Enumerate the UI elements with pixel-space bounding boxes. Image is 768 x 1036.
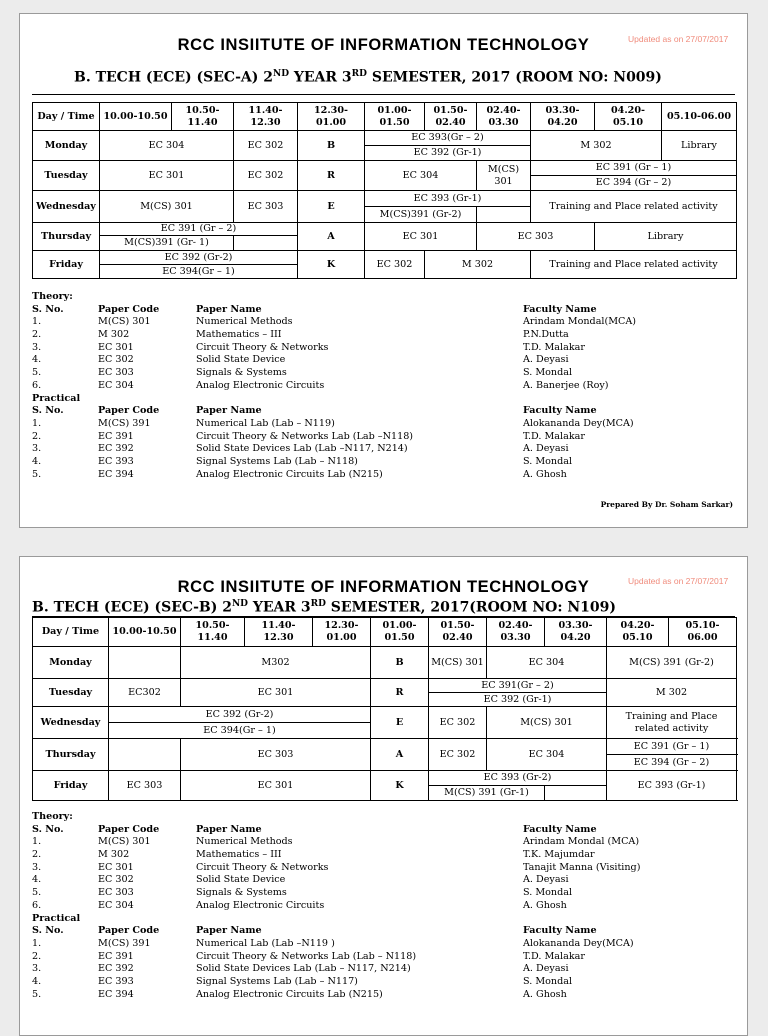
practical-title: Practical — [32, 912, 81, 924]
slot-cell: M(CS) 391 (Gr-1) — [429, 786, 545, 801]
paper-name: Signal Systems Lab (Lab – N117) — [196, 975, 358, 987]
col-head: Paper Code — [98, 405, 160, 417]
slot-cell — [109, 647, 181, 679]
sno: 2. — [32, 849, 42, 861]
faculty-name: A. Deyasi — [523, 354, 569, 366]
col-head: S. No. — [32, 303, 64, 315]
header-cell: 10.00-10.50 — [100, 103, 172, 131]
slot-cell: EC 394(Gr – 1) — [109, 723, 371, 739]
paper-name: Analog Electronic Circuits — [196, 899, 325, 911]
sno: 5. — [32, 367, 42, 379]
paper-code: EC 302 — [98, 874, 134, 886]
slot-cell: EC 303 — [109, 771, 181, 801]
paper-code: EC 302 — [98, 354, 134, 366]
sno: 4. — [32, 354, 42, 366]
paper-name: Analog Electronic Circuits — [196, 379, 325, 391]
faculty-name: T.D. Malakar — [523, 341, 585, 353]
faculty-name: Tanajit Manna (Visiting) — [523, 861, 641, 873]
legend-header — [32, 405, 732, 418]
faculty-name: T.D. Malakar — [523, 430, 585, 442]
day-wednesday: Wednesday — [33, 191, 100, 223]
paper-name: Mathematics – III — [196, 329, 282, 341]
slot-cell: EC 302 — [234, 131, 298, 161]
paper-name: Circuit Theory & Networks — [196, 861, 329, 873]
slot-cell: EC 391(Gr – 2) — [429, 679, 607, 693]
theory-row — [32, 342, 732, 355]
day-monday: Monday — [33, 131, 100, 161]
updated-date: Updated as on 27/07/2017 — [628, 34, 729, 44]
sno: 1. — [32, 417, 42, 429]
slot-cell: M(CS) 301 — [100, 191, 234, 223]
slot-cell: EC 304 — [487, 647, 607, 679]
sno: 1. — [32, 937, 42, 949]
theory-row — [32, 849, 732, 862]
theory-row — [32, 329, 732, 342]
slot-cell: EC 392 (Gr-1) — [365, 146, 531, 161]
slot-cell: M302 — [181, 647, 371, 679]
day-tuesday: Tuesday — [33, 161, 100, 191]
empty-cell — [234, 236, 298, 251]
col-head: Paper Code — [98, 303, 160, 315]
sno: 2. — [32, 329, 42, 341]
day-friday: Friday — [33, 771, 109, 801]
col-head: Paper Name — [196, 405, 262, 417]
col-head: Faculty Name — [523, 925, 597, 937]
slot-cell: EC 394 (Gr – 2) — [607, 755, 737, 771]
paper-name: Numerical Methods — [196, 316, 293, 328]
break-letter: B — [298, 131, 365, 161]
paper-code: EC 301 — [98, 341, 134, 353]
sno: 5. — [32, 468, 42, 480]
slot-cell: EC 301 — [365, 223, 477, 251]
paper-code: EC 392 — [98, 963, 134, 975]
slot-cell: EC 393 (Gr-1) — [365, 191, 531, 207]
slot-cell — [109, 739, 181, 771]
slot-cell: EC 304 — [487, 739, 607, 771]
slot-cell: Training and Place related activity — [607, 707, 737, 739]
col-head: Paper Code — [98, 823, 160, 835]
break-letter: A — [298, 223, 365, 251]
theory-row — [32, 887, 732, 900]
slot-cell: EC 391 (Gr – 1) — [607, 739, 737, 755]
subject-legend — [32, 811, 732, 1001]
sno: 5. — [32, 988, 42, 1000]
faculty-name: Arindam Mondal (MCA) — [523, 836, 640, 848]
sno: 4. — [32, 455, 42, 467]
legend-header — [32, 925, 732, 938]
sno: 1. — [32, 316, 42, 328]
slot-cell: EC 301 — [181, 771, 371, 801]
slot-cell: EC 393 (Gr-1) — [607, 771, 737, 801]
theory-row — [32, 900, 732, 913]
col-head: Paper Name — [196, 303, 262, 315]
legend-header — [32, 824, 732, 837]
slot-cell: M 302 — [425, 251, 531, 279]
day-friday: Friday — [33, 251, 100, 279]
paper-code: EC 394 — [98, 988, 134, 1000]
theory-row — [32, 862, 732, 875]
header-cell: Day / Time — [33, 618, 109, 647]
slot-cell: EC 301 — [100, 161, 234, 191]
paper-code: EC 394 — [98, 468, 134, 480]
break-letter: K — [298, 251, 365, 279]
paper-code: M 302 — [98, 849, 130, 861]
theory-row — [32, 836, 732, 849]
sno: 3. — [32, 443, 42, 455]
institute-title: RCC INSIITUTE OF INFORMATION TECHNOLOGY — [177, 578, 590, 596]
sno: 3. — [32, 341, 42, 353]
slot-cell: EC 392 (Gr-2) — [100, 251, 298, 265]
faculty-name: S. Mondal — [523, 455, 573, 467]
practical-row — [32, 456, 732, 469]
header-cell: 11.40-12.30 — [234, 103, 298, 131]
slot-cell: M(CS)391 (Gr- 1) — [100, 236, 234, 251]
day-tuesday: Tuesday — [33, 679, 109, 707]
sno: 6. — [32, 899, 42, 911]
day-thursday: Thursday — [33, 223, 100, 251]
header-cell: 10.00-10.50 — [109, 618, 181, 647]
paper-code: EC 393 — [98, 455, 134, 467]
faculty-name: A. Deyasi — [523, 443, 569, 455]
col-head: S. No. — [32, 823, 64, 835]
timetable-sheet-sec-a — [19, 13, 748, 528]
slot-cell: Training and Place related activity — [531, 191, 737, 223]
break-letter: K — [371, 771, 429, 801]
faculty-name: A. Ghosh — [523, 988, 567, 1000]
header-cell: 02.40-03.30 — [487, 618, 545, 647]
slot-cell: M(CS) 301 — [477, 161, 531, 191]
faculty-name: S. Mondal — [523, 367, 573, 379]
paper-code: EC 303 — [98, 887, 134, 899]
timetable-sheet-sec-b — [19, 556, 748, 1036]
faculty-name: T.D. Malakar — [523, 950, 585, 962]
slot-cell: EC 393 (Gr-2) — [429, 771, 607, 786]
slot-cell: EC 302 — [429, 707, 487, 739]
paper-name: Analog Electronic Circuits Lab (N215) — [196, 988, 383, 1000]
slot-cell: EC 303 — [477, 223, 595, 251]
paper-name: Circuit Theory & Networks — [196, 341, 329, 353]
practical-row — [32, 989, 732, 1002]
header-cell: Day / Time — [33, 103, 100, 131]
timetable — [32, 617, 737, 801]
paper-code: EC 304 — [98, 379, 134, 391]
sno: 6. — [32, 379, 42, 391]
paper-name: Analog Electronic Circuits Lab (N215) — [196, 468, 383, 480]
slot-cell: EC 304 — [365, 161, 477, 191]
sno: 4. — [32, 874, 42, 886]
col-head: Faculty Name — [523, 303, 597, 315]
practical-row — [32, 951, 732, 964]
practical-row — [32, 469, 732, 482]
paper-code: M 302 — [98, 329, 130, 341]
header-cell: 10.50-11.40 — [181, 618, 245, 647]
paper-name: Signal Systems Lab (Lab – N118) — [196, 455, 358, 467]
heading-rule — [32, 94, 735, 95]
paper-code: EC 391 — [98, 430, 134, 442]
faculty-name: S. Mondal — [523, 975, 573, 987]
faculty-name: A. Banerjee (Roy) — [523, 379, 609, 391]
sno: 3. — [32, 963, 42, 975]
slot-cell: EC 302 — [234, 161, 298, 191]
paper-name: Signals & Systems — [196, 367, 287, 379]
header-cell: 05.10-06.00 — [662, 103, 737, 131]
sno: 4. — [32, 975, 42, 987]
faculty-name: T.K. Majumdar — [523, 849, 595, 861]
header-cell: 02.40-03.30 — [477, 103, 531, 131]
paper-code: EC 391 — [98, 950, 134, 962]
theory-row — [32, 380, 732, 393]
slot-cell: EC 303 — [234, 191, 298, 223]
paper-name: Solid State Devices Lab (Lab –N117, N214) — [196, 443, 408, 455]
header-cell: 01.00-01.50 — [371, 618, 429, 647]
paper-name: Numerical Lab (Lab – N119) — [196, 417, 335, 429]
sno: 2. — [32, 430, 42, 442]
break-letter: A — [371, 739, 429, 771]
slot-cell: M 302 — [607, 679, 737, 707]
faculty-name: Alokananda Dey(MCA) — [523, 417, 634, 429]
practical-row — [32, 938, 732, 951]
paper-name: Numerical Lab (Lab –N119 ) — [196, 937, 335, 949]
paper-name: Signals & Systems — [196, 887, 287, 899]
header-cell: 01.50-02.40 — [429, 618, 487, 647]
faculty-name: A. Deyasi — [523, 963, 569, 975]
theory-title: Theory: — [32, 291, 73, 302]
theory-row — [32, 354, 732, 367]
practical-title: Practical — [32, 392, 81, 404]
header-cell: 10.50-11.40 — [172, 103, 234, 131]
paper-code: EC 392 — [98, 443, 134, 455]
slot-cell: EC 301 — [181, 679, 371, 707]
slot-cell: M(CS)391 (Gr-2) — [365, 207, 477, 223]
faculty-name: S. Mondal — [523, 887, 573, 899]
slot-cell: EC 302 — [365, 251, 425, 279]
paper-name: Solid State Device — [196, 354, 286, 366]
faculty-name: Arindam Mondal(MCA) — [523, 316, 637, 328]
empty-cell — [545, 786, 607, 801]
break-letter: R — [298, 161, 365, 191]
col-head: Paper Name — [196, 823, 262, 835]
paper-code: EC 301 — [98, 861, 134, 873]
slot-cell: M(CS) 301 — [487, 707, 607, 739]
paper-name: Circuit Theory & Networks Lab (Lab – N118) — [196, 950, 417, 962]
slot-cell: EC 394 (Gr – 2) — [531, 176, 737, 191]
theory-row — [32, 874, 732, 887]
faculty-name: Alokananda Dey(MCA) — [523, 937, 634, 949]
slot-cell: EC 302 — [429, 739, 487, 771]
slot-cell: M(CS) 301 — [429, 647, 487, 679]
header-cell: 12.30-01.00 — [313, 618, 371, 647]
theory-row — [32, 316, 732, 329]
slot-cell: Library — [662, 131, 737, 161]
col-head: S. No. — [32, 405, 64, 417]
theory-title: Theory: — [32, 811, 73, 822]
col-head: Faculty Name — [523, 405, 597, 417]
sno: 3. — [32, 861, 42, 873]
header-cell: 11.40-12.30 — [245, 618, 313, 647]
practical-row — [32, 443, 732, 456]
slot-cell: EC 391 (Gr – 2) — [100, 223, 298, 236]
slot-cell: EC 303 — [181, 739, 371, 771]
paper-code: M(CS) 301 — [98, 316, 151, 328]
day-wednesday: Wednesday — [33, 707, 109, 739]
updated-date: Updated as on 27/07/2017 — [628, 576, 729, 586]
legend-header — [32, 304, 732, 317]
header-cell: 01.00-01.50 — [365, 103, 425, 131]
slot-cell: Training and Place related activity — [531, 251, 737, 279]
col-head: Paper Code — [98, 925, 160, 937]
break-letter: R — [371, 679, 429, 707]
institute-title: RCC INSIITUTE OF INFORMATION TECHNOLOGY — [177, 36, 590, 54]
slot-cell: EC 304 — [100, 131, 234, 161]
prepared-by: Prepared By Dr. Soham Sarkar) — [600, 500, 733, 509]
header-cell: 05.10-06.00 — [669, 618, 737, 647]
program-heading: B. TECH (ECE) (SEC-B) 2ND YEAR 3RD SEMESTER, 2017(ROOM NO: N109) — [32, 599, 617, 616]
sno: 5. — [32, 887, 42, 899]
paper-code: EC 393 — [98, 975, 134, 987]
slot-cell: EC 392 (Gr-1) — [429, 693, 607, 707]
practical-row — [32, 418, 732, 431]
day-thursday: Thursday — [33, 739, 109, 771]
slot-cell: M 302 — [531, 131, 662, 161]
faculty-name: A. Deyasi — [523, 874, 569, 886]
paper-code: M(CS) 301 — [98, 836, 151, 848]
day-monday: Monday — [33, 647, 109, 679]
paper-name: Solid State Devices Lab (Lab – N117, N214) — [196, 963, 411, 975]
program-heading: B. TECH (ECE) (SEC-A) 2ND YEAR 3RD SEMESTER, 2017 (ROOM NO: N009) — [74, 69, 662, 86]
header-cell: 04.20-05.10 — [607, 618, 669, 647]
timetable — [32, 102, 737, 279]
slot-cell: EC 393(Gr – 2) — [365, 131, 531, 146]
slot-cell: EC302 — [109, 679, 181, 707]
col-head: S. No. — [32, 925, 64, 937]
faculty-name: A. Ghosh — [523, 468, 567, 480]
slot-cell: EC 394(Gr – 1) — [100, 265, 298, 279]
paper-name: Solid State Device — [196, 874, 286, 886]
paper-code: EC 303 — [98, 367, 134, 379]
slot-cell: M(CS) 391 (Gr-2) — [607, 647, 737, 679]
sno: 1. — [32, 836, 42, 848]
slot-cell: Library — [595, 223, 737, 251]
header-row — [33, 618, 737, 647]
col-head: Faculty Name — [523, 823, 597, 835]
faculty-name: A. Ghosh — [523, 899, 567, 911]
practical-row — [32, 963, 732, 976]
empty-cell — [477, 207, 531, 223]
header-cell: 01.50-02.40 — [425, 103, 477, 131]
paper-code: M(CS) 391 — [98, 937, 151, 949]
paper-code: EC 304 — [98, 899, 134, 911]
break-letter: B — [371, 647, 429, 679]
header-cell: 03.30-04.20 — [545, 618, 607, 647]
practical-row — [32, 976, 732, 989]
paper-code: M(CS) 391 — [98, 417, 151, 429]
faculty-name: P.N.Dutta — [523, 329, 569, 341]
header-cell: 03.30-04.20 — [531, 103, 595, 131]
practical-row — [32, 431, 732, 444]
col-head: Paper Name — [196, 925, 262, 937]
sno: 2. — [32, 950, 42, 962]
slot-cell: EC 391 (Gr – 1) — [531, 161, 737, 176]
paper-name: Mathematics – III — [196, 849, 282, 861]
break-letter: E — [298, 191, 365, 223]
header-cell: 04.20-05.10 — [595, 103, 662, 131]
break-letter: E — [371, 707, 429, 739]
theory-row — [32, 367, 732, 380]
subject-legend — [32, 291, 732, 481]
header-row — [33, 103, 737, 131]
paper-name: Circuit Theory & Networks Lab (Lab –N118) — [196, 430, 414, 442]
header-cell: 12.30-01.00 — [298, 103, 365, 131]
paper-name: Numerical Methods — [196, 836, 293, 848]
slot-cell: EC 392 (Gr-2) — [109, 707, 371, 723]
